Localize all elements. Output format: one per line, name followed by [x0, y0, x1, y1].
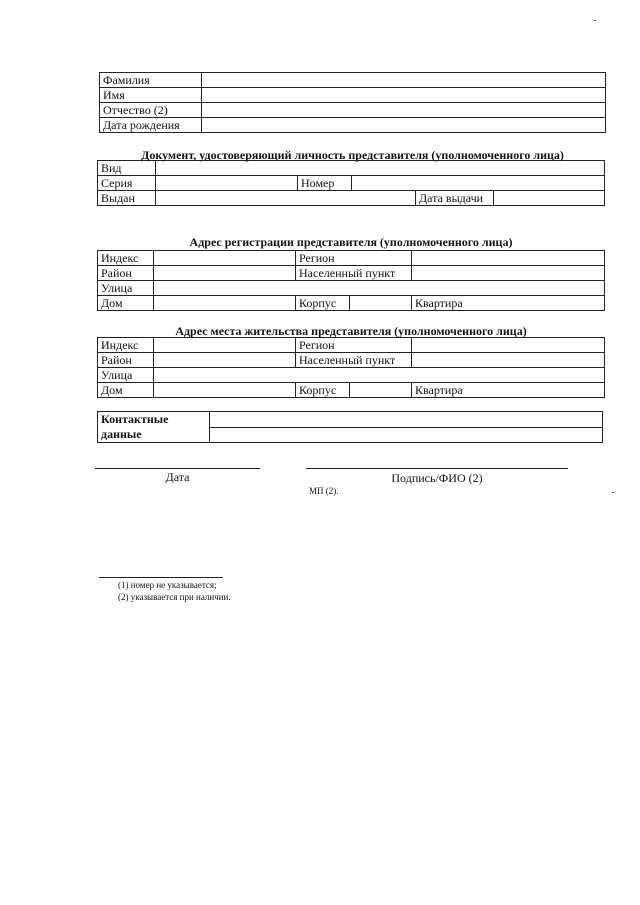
doc-series-field[interactable] [156, 176, 298, 191]
footnote-1: (1) номер не указывается; [118, 580, 217, 590]
table-row [98, 251, 605, 266]
name-label: Имя [100, 88, 202, 103]
signature-line [306, 468, 568, 469]
patronymic-label: Отчество (2) [100, 103, 202, 118]
reg-address-title: Адрес регистрации представителя (уполномоченного лица) [189, 235, 513, 249]
res-apartment-text: Квартира [415, 383, 463, 397]
birthdate-label: Дата рождения [100, 118, 202, 133]
doc-date-field[interactable] [494, 191, 605, 206]
date-line [95, 468, 260, 469]
table-row [98, 266, 605, 281]
personal-table [99, 72, 606, 133]
reg-locality-field[interactable] [412, 266, 605, 281]
table-row [100, 88, 606, 103]
doc-date-label: Дата выдачи [416, 191, 494, 206]
table-row [98, 383, 605, 398]
reg-house-field[interactable] [154, 296, 296, 311]
reg-district-label: Район [98, 266, 154, 281]
table-row [98, 412, 603, 428]
res-address-title: Адрес места жительства представителя (уполномоченного лица) [175, 324, 527, 338]
patronymic-field[interactable] [202, 103, 606, 118]
res-index-label: Индекс [98, 338, 154, 353]
reg-region-field[interactable] [412, 251, 605, 266]
reg-street-label: Улица [98, 281, 154, 296]
reg-apartment-text: Квартира [415, 296, 463, 310]
id-document-title: Документ, удостоверяющий личность представителя (уполномоченного лица) [141, 148, 564, 162]
birthdate-field[interactable] [202, 118, 606, 133]
doc-number-label: Номер [298, 176, 352, 191]
contact-field-2[interactable] [210, 427, 603, 443]
footnote-separator [99, 577, 223, 578]
table-row [98, 368, 605, 383]
reg-house-label: Дом [98, 296, 154, 311]
stamp-label: МП (2). [309, 486, 339, 496]
reg-district-field[interactable] [154, 266, 296, 281]
doc-number-field[interactable] [352, 176, 605, 191]
table-row [100, 103, 606, 118]
contact-table [97, 411, 603, 443]
res-region-label: Регион [296, 338, 412, 353]
signature-label: Подпись/ФИО (2) [391, 471, 483, 485]
reg-building-field[interactable] [350, 296, 412, 311]
res-district-label: Район [98, 353, 154, 368]
contact-field-1[interactable] [210, 412, 603, 428]
reg-index-field[interactable] [154, 251, 296, 266]
reg-street-field[interactable] [154, 281, 605, 296]
doc-issued-field[interactable] [156, 191, 416, 206]
reg-locality-label: Населенный пункт [296, 266, 412, 281]
id-document-table [97, 160, 605, 206]
surname-field[interactable] [202, 73, 606, 88]
res-house-field[interactable] [154, 383, 296, 398]
table-row [100, 73, 606, 88]
surname-label: Фамилия [100, 73, 202, 88]
doc-issued-label: Выдан [98, 191, 156, 206]
reg-apartment-label [412, 296, 605, 311]
table-row [98, 191, 605, 206]
reg-address-table [97, 250, 605, 311]
table-row [100, 118, 606, 133]
contact-label: Контактные данные [98, 412, 210, 443]
scan-speck [612, 492, 614, 493]
res-locality-label: Населенный пункт [296, 353, 412, 368]
scan-speck [594, 20, 596, 21]
doc-series-label: Серия [98, 176, 156, 191]
table-row [98, 176, 605, 191]
table-row [98, 353, 605, 368]
res-index-field[interactable] [154, 338, 296, 353]
date-label: Дата [165, 470, 190, 484]
res-address-table [97, 337, 605, 398]
reg-index-label: Индекс [98, 251, 154, 266]
res-building-field[interactable] [350, 383, 412, 398]
name-field[interactable] [202, 88, 606, 103]
footnote-2: (2) указывается при наличии. [118, 592, 231, 602]
table-row [98, 338, 605, 353]
res-house-label: Дом [98, 383, 154, 398]
res-district-field[interactable] [154, 353, 296, 368]
res-locality-field[interactable] [412, 353, 605, 368]
table-row [98, 161, 605, 176]
res-building-label: Корпус [296, 383, 350, 398]
table-row [98, 281, 605, 296]
doc-kind-label: Вид [98, 161, 156, 176]
res-street-label: Улица [98, 368, 154, 383]
reg-building-label: Корпус [296, 296, 350, 311]
res-apartment-label [412, 383, 605, 398]
res-region-field[interactable] [412, 338, 605, 353]
reg-region-label: Регион [296, 251, 412, 266]
table-row [98, 296, 605, 311]
doc-kind-field[interactable] [156, 161, 605, 176]
res-street-field[interactable] [154, 368, 605, 383]
